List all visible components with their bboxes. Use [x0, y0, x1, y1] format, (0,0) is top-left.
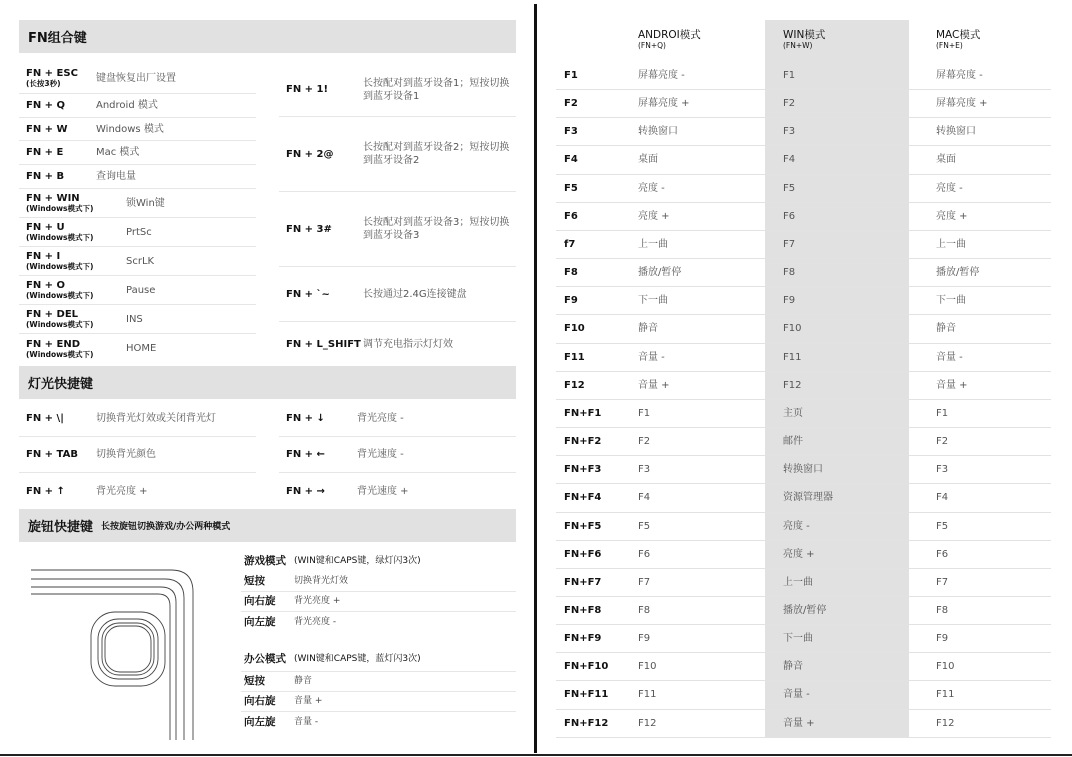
- table-row: [556, 90, 1051, 118]
- fn-key: FN + B: [26, 171, 65, 182]
- fn-key: FN + WIN: [26, 193, 80, 204]
- fn-desc: 键盘恢复出厂设置: [96, 72, 176, 84]
- fn-section-header: [19, 20, 516, 53]
- row-key: F11: [564, 351, 585, 363]
- android-value: 亮度 -: [638, 182, 665, 194]
- light-section-header: [19, 366, 516, 399]
- win-header-name: WIN模式: [783, 29, 826, 41]
- light-desc: 切换背光灯效或关闭背光灯: [96, 413, 216, 424]
- mac-value: 静音: [936, 323, 956, 335]
- fn-key-note: (Windows模式下): [26, 262, 94, 271]
- mac-value: F12: [936, 717, 955, 729]
- fn-desc: Windows 模式: [96, 123, 164, 135]
- light-key: FN + \|: [26, 413, 64, 424]
- knob-desc: 背光亮度 +: [294, 596, 341, 606]
- android-value: 屏幕亮度 +: [638, 98, 690, 110]
- row-key: FN+F7: [564, 576, 602, 588]
- office-row-press: [241, 672, 516, 692]
- win-value: 转换窗口: [783, 464, 823, 476]
- fn-desc: 长按配对到蓝牙设备1；短按切换到蓝牙设备1: [363, 77, 510, 102]
- fn-key: FN + ESC: [26, 68, 78, 79]
- fn-desc: 调节充电指示灯灯效: [363, 338, 453, 350]
- android-value: F1: [638, 407, 651, 419]
- light-row-down: [279, 401, 516, 437]
- fn-key-note: (Windows模式下): [26, 320, 94, 329]
- win-value: 音量 -: [783, 689, 810, 701]
- fn-desc: 长按配对到蓝牙设备2；短按切换到蓝牙设备2: [363, 142, 510, 166]
- knob-key: 短按: [244, 575, 265, 587]
- fn-key-note: (Windows模式下): [26, 204, 94, 213]
- fn-row-tilde: [279, 267, 516, 322]
- mac-value: 屏幕亮度 +: [936, 98, 988, 110]
- mac-value: F4: [936, 492, 949, 504]
- knob-desc: 静音: [294, 676, 313, 686]
- knob-desc: 背光亮度 -: [294, 616, 337, 627]
- knob-key: 向右旋: [244, 595, 276, 607]
- light-row-left: [279, 437, 516, 473]
- table-row: [556, 513, 1051, 541]
- row-key: F3: [564, 126, 578, 138]
- mac-value: 桌面: [936, 154, 956, 166]
- table-row: [556, 484, 1051, 512]
- fn-key-note: (Windows模式下): [26, 291, 94, 300]
- mac-value: 下一曲: [936, 295, 966, 307]
- android-header-name: ANDROI模式: [638, 29, 701, 41]
- fn-key: FN + 2@: [286, 148, 334, 160]
- table-row: [556, 175, 1051, 203]
- fn-desc: INS: [126, 313, 143, 325]
- mac-value: F6: [936, 548, 949, 560]
- row-key: FN+F11: [564, 689, 609, 701]
- win-header: [783, 29, 825, 51]
- fn-section-title: FN组合键: [28, 31, 87, 46]
- light-desc: 背光速度 -: [357, 449, 404, 460]
- win-value: F6: [783, 210, 796, 222]
- android-value: F3: [638, 464, 651, 476]
- table-row: [556, 372, 1051, 400]
- table-row: [556, 315, 1051, 343]
- mac-header-name: MAC模式: [936, 29, 981, 41]
- fn-key: FN + Q: [26, 100, 66, 111]
- win-value: F4: [783, 154, 796, 166]
- fn-row-i: [19, 247, 256, 276]
- fn-row-end: [19, 334, 256, 363]
- android-value: 音量 -: [638, 351, 665, 363]
- win-value: F7: [783, 238, 796, 250]
- table-row: [556, 62, 1051, 90]
- fn-desc: HOME: [126, 343, 157, 354]
- fn-left-column: [19, 63, 256, 363]
- mac-value: 播放/暂停: [936, 267, 980, 279]
- android-value: 转换窗口: [638, 126, 678, 138]
- row-key: FN+F5: [564, 520, 602, 532]
- table-row: [556, 231, 1051, 259]
- office-mode-heading: [241, 648, 516, 672]
- mac-value: 音量 +: [936, 379, 968, 391]
- win-value: F8: [783, 267, 796, 279]
- fn-row-q: [19, 94, 256, 118]
- mac-value: F8: [936, 604, 949, 616]
- row-key: FN+F8: [564, 604, 602, 616]
- win-value: 静音: [783, 661, 803, 673]
- light-grid: [19, 399, 516, 509]
- light-row-up: [19, 473, 256, 509]
- table-row: [556, 456, 1051, 484]
- table-row: [556, 541, 1051, 569]
- fn-right-column: [279, 63, 516, 366]
- row-key: FN+F6: [564, 548, 602, 560]
- android-header: [638, 29, 701, 51]
- fn-row-lshift: [279, 322, 516, 366]
- row-key: F6: [564, 210, 578, 222]
- mac-value: 亮度 +: [936, 210, 968, 222]
- win-value: F10: [783, 323, 802, 335]
- android-value: 下一曲: [638, 295, 668, 307]
- fn-key: FN + U: [26, 222, 65, 233]
- android-value: F7: [638, 576, 651, 588]
- fn-row-b: [19, 165, 256, 189]
- win-value: F12: [783, 379, 802, 391]
- fn-row-1: [279, 63, 516, 117]
- mac-header: [936, 29, 980, 51]
- win-value: 亮度 +: [783, 548, 815, 560]
- row-key: F10: [564, 323, 585, 335]
- row-key: FN+F3: [564, 464, 602, 476]
- row-key: FN+F1: [564, 407, 602, 419]
- android-value: 静音: [638, 323, 658, 335]
- row-key: F5: [564, 182, 578, 194]
- row-key: FN+F9: [564, 633, 602, 645]
- table-row: [556, 428, 1051, 456]
- fn-desc: 查询电量: [96, 171, 136, 182]
- mac-value: 屏幕亮度 -: [936, 70, 983, 81]
- knob-section-header: [19, 509, 516, 542]
- android-value: F5: [638, 520, 651, 532]
- mac-value: F2: [936, 436, 949, 448]
- mac-value: F11: [936, 689, 955, 701]
- mac-header-sub: (FN+E): [936, 41, 963, 50]
- light-key: FN + TAB: [26, 449, 78, 460]
- row-key: FN+F4: [564, 492, 602, 504]
- win-value: 下一曲: [783, 633, 813, 645]
- mac-value: 转换窗口: [936, 126, 976, 138]
- fn-row-e: [19, 141, 256, 165]
- light-desc: 背光亮度 -: [357, 413, 404, 424]
- game-row-right: [241, 592, 516, 612]
- win-value: F2: [783, 98, 796, 110]
- table-row: [556, 400, 1051, 428]
- light-key: FN + ←: [286, 449, 325, 460]
- win-value: 上一曲: [783, 576, 813, 588]
- knob-key: 向左旋: [244, 715, 276, 728]
- table-row: [556, 681, 1051, 709]
- fn-key: FN + L_SHIFT: [286, 338, 361, 350]
- table-row: [556, 653, 1051, 681]
- fn-desc: Android 模式: [96, 100, 158, 111]
- knob-desc: 切换背光灯效: [294, 576, 349, 586]
- game-row-left: [241, 612, 516, 632]
- win-value: F3: [783, 126, 796, 138]
- knob-key: 向右旋: [244, 695, 276, 707]
- office-row-right: [241, 692, 516, 712]
- row-key: F12: [564, 379, 585, 391]
- game-row-press: [241, 572, 516, 592]
- row-key: f7: [564, 238, 576, 250]
- fn-key: FN + I: [26, 251, 61, 262]
- mac-value: 亮度 -: [936, 182, 963, 194]
- android-value: F8: [638, 604, 651, 616]
- mac-value: F7: [936, 576, 949, 588]
- light-desc: 背光亮度 +: [96, 485, 148, 497]
- mac-value: F10: [936, 661, 955, 673]
- win-value: F9: [783, 295, 796, 307]
- row-key: FN+F2: [564, 436, 602, 448]
- fn-key-note: (长按3秒): [26, 79, 61, 88]
- page-divider: [534, 4, 537, 753]
- knob-section-title: 旋钮快捷键: [28, 520, 94, 535]
- light-row-tab: [19, 437, 256, 473]
- win-value: 邮件: [783, 436, 803, 448]
- fn-key: FN + W: [26, 123, 68, 135]
- knob-mode-list: [241, 550, 516, 732]
- fn-row-u: [19, 218, 256, 247]
- table-row: [556, 710, 1051, 738]
- office-mode-label: 办公模式: [244, 653, 286, 665]
- win-value: 主页: [783, 407, 803, 419]
- mac-value: F1: [936, 407, 949, 419]
- game-mode-label: 游戏模式: [244, 554, 286, 567]
- light-row-right: [279, 473, 516, 509]
- fn-key: FN + O: [26, 280, 66, 291]
- android-value: F4: [638, 492, 651, 504]
- android-value: 桌面: [638, 154, 658, 166]
- android-value: 亮度 +: [638, 210, 670, 222]
- win-value: F11: [783, 351, 802, 363]
- fn-desc: Mac 模式: [96, 147, 140, 158]
- fn-row-w: [19, 118, 256, 141]
- table-row: [556, 146, 1051, 174]
- office-row-left: [241, 712, 516, 732]
- row-key: F4: [564, 154, 578, 166]
- mac-value: F3: [936, 464, 949, 476]
- fn-desc: 锁Win键: [126, 197, 165, 209]
- android-value: F12: [638, 717, 657, 729]
- mac-value: F5: [936, 520, 949, 532]
- fn-key: FN + 3#: [286, 223, 332, 235]
- fn-combo-grid: [19, 53, 516, 366]
- knob-key: 向左旋: [244, 615, 276, 628]
- right-page: [556, 20, 1051, 738]
- row-key: FN+F10: [564, 661, 609, 673]
- win-value: 资源管理器: [783, 492, 833, 504]
- win-header-sub: (FN+W): [783, 41, 813, 50]
- light-section-title: 灯光快捷键: [28, 377, 94, 392]
- android-value: F10: [638, 661, 657, 673]
- fn-key: FN + END: [26, 338, 81, 350]
- fn-key-note: (Windows模式下): [26, 233, 94, 242]
- knob-key: 短按: [244, 675, 265, 687]
- win-value: 音量 +: [783, 717, 815, 729]
- android-header-sub: (FN+Q): [638, 41, 666, 50]
- win-value: F1: [783, 70, 796, 81]
- left-page: [19, 20, 516, 752]
- row-key: F2: [564, 98, 578, 110]
- android-value: 音量 +: [638, 379, 670, 391]
- fn-key: FN + DEL: [26, 309, 79, 320]
- light-key: FN + →: [286, 485, 325, 497]
- fn-desc: 长按通过2.4G连接键盘: [363, 288, 467, 300]
- knob-area: [19, 542, 516, 752]
- table-row: [556, 597, 1051, 625]
- knob-desc: 音量 +: [294, 696, 323, 706]
- table-row: [556, 287, 1051, 315]
- fn-key: FN + E: [26, 147, 64, 158]
- mac-value: 音量 -: [936, 351, 963, 363]
- fn-desc: 长按配对到蓝牙设备3；短按切换到蓝牙设备3: [363, 217, 510, 241]
- mode-table-body: [556, 62, 1051, 738]
- light-row-backslash: [19, 401, 256, 437]
- fn-desc: PrtSc: [126, 226, 152, 238]
- table-row: [556, 344, 1051, 372]
- fn-row-3: [279, 192, 516, 267]
- win-value: F5: [783, 182, 796, 194]
- mac-value: 上一曲: [936, 238, 966, 250]
- win-value: 亮度 -: [783, 520, 810, 532]
- table-row: [556, 569, 1051, 597]
- bottom-rule: [0, 754, 1072, 756]
- knob-section-subtitle: 长按旋钮切换游戏/办公两种模式: [101, 522, 231, 532]
- fn-desc: ScrLK: [126, 255, 155, 267]
- office-mode-desc: (WIN键和CAPS键，蓝灯闪3次): [294, 654, 421, 664]
- fn-desc: Pause: [126, 284, 156, 296]
- table-row: [556, 203, 1051, 231]
- row-key: F9: [564, 295, 578, 307]
- fn-key: FN + `~: [286, 288, 330, 300]
- win-value: 播放/暂停: [783, 604, 827, 616]
- android-value: F11: [638, 689, 657, 701]
- light-desc: 切换背光颜色: [96, 449, 156, 460]
- knob-desc: 音量 -: [294, 716, 319, 727]
- android-value: F9: [638, 633, 651, 645]
- row-key: FN+F12: [564, 717, 609, 729]
- android-value: 播放/暂停: [638, 267, 682, 279]
- fn-row-del: [19, 305, 256, 334]
- light-key: FN + ↑: [26, 485, 65, 497]
- android-value: 上一曲: [638, 238, 668, 250]
- android-value: F6: [638, 548, 651, 560]
- android-value: F2: [638, 436, 651, 448]
- table-row: [556, 625, 1051, 653]
- light-key: FN + ↓: [286, 413, 325, 424]
- row-key: F1: [564, 70, 578, 81]
- fn-row-esc: [19, 63, 256, 94]
- android-value: 屏幕亮度 -: [638, 70, 685, 81]
- fn-key-note: (Windows模式下): [26, 349, 94, 359]
- fn-row-win: [19, 189, 256, 218]
- mac-value: F9: [936, 633, 949, 645]
- game-mode-heading: [241, 550, 516, 572]
- fn-row-2: [279, 117, 516, 192]
- light-desc: 背光速度 +: [357, 485, 409, 497]
- knob-illustration: [31, 560, 216, 745]
- game-mode-desc: (WIN键和CAPS键，绿灯闪3次): [294, 555, 421, 566]
- table-row: [556, 118, 1051, 146]
- fn-key: FN + 1!: [286, 84, 329, 95]
- mode-table-header: [556, 20, 1051, 62]
- fn-row-o: [19, 276, 256, 305]
- row-key: F8: [564, 267, 578, 279]
- table-row: [556, 259, 1051, 287]
